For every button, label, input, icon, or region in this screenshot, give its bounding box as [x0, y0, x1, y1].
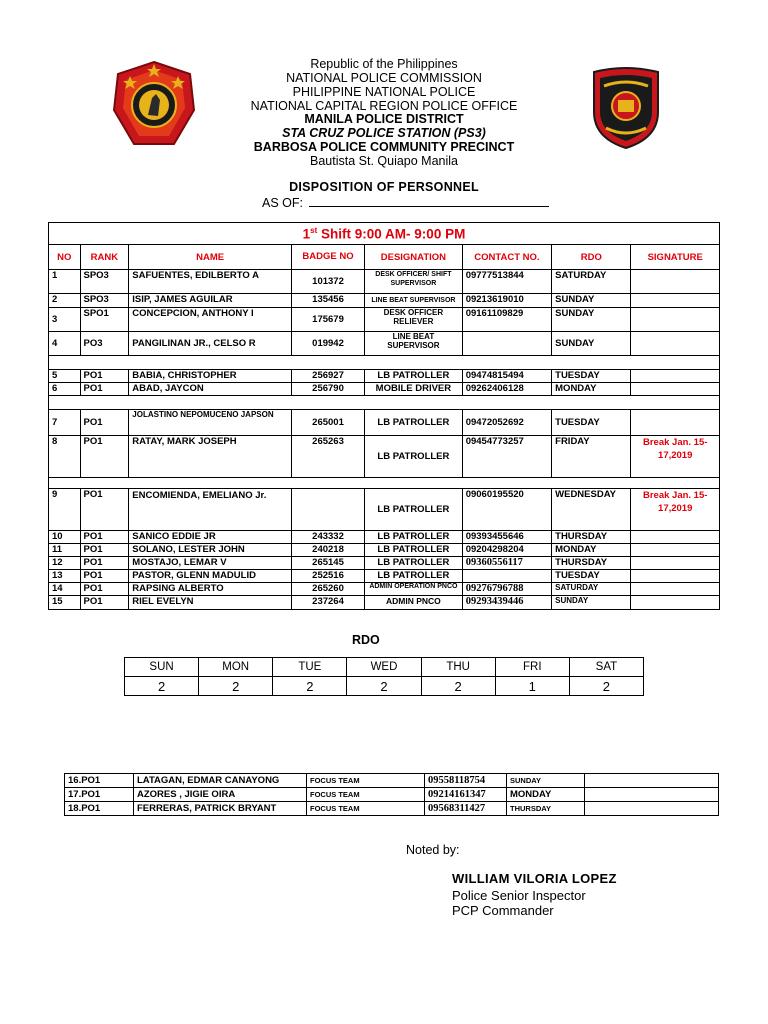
col-name: NAME	[129, 245, 292, 270]
row-no: 7	[49, 410, 81, 436]
header-republic: Republic of the Philippines	[310, 57, 458, 71]
row-rdo: THURSDAY	[552, 557, 631, 570]
row-badge: 237264	[291, 596, 364, 610]
focus-signature	[585, 802, 719, 816]
col-signature: SIGNATURE	[631, 245, 720, 270]
row-rdo: SUNDAY	[552, 332, 631, 356]
focus-designation: FOCUS TEAM	[307, 802, 425, 816]
row-signature	[631, 583, 720, 596]
row-badge: 256927	[291, 370, 364, 383]
focus-contact: 09214161347	[425, 788, 507, 802]
row-no: 1	[49, 270, 81, 294]
row-badge: 135456	[291, 294, 364, 308]
row-rank: PO1	[80, 557, 129, 570]
col-designation: DESIGNATION	[365, 245, 463, 270]
rdo-count: 2	[421, 677, 495, 696]
table-row	[49, 270, 720, 294]
col-rank: RANK	[80, 245, 129, 270]
col-no: NO	[49, 245, 81, 270]
row-rank: PO1	[80, 410, 129, 436]
row-rdo: SUNDAY	[552, 308, 631, 332]
row-no: 10	[49, 531, 81, 544]
table-row	[49, 570, 720, 583]
table-row	[49, 596, 720, 610]
header-address: Bautista St. Quiapo Manila	[310, 154, 458, 168]
as-of-field	[262, 195, 549, 210]
focus-rdo: MONDAY	[507, 788, 585, 802]
focus-row	[65, 774, 719, 788]
row-no: 5	[49, 370, 81, 383]
row-designation: LB PATROLLER	[365, 436, 463, 478]
row-rdo: TUESDAY	[552, 570, 631, 583]
row-name: PASTOR, GLENN MADULID	[129, 570, 292, 583]
row-name: RATAY, MARK JOSEPH	[129, 436, 292, 478]
focus-signature	[585, 774, 719, 788]
row-contact: 09213619010	[462, 294, 551, 308]
rdo-summary-table	[124, 657, 644, 696]
row-rank: PO1	[80, 489, 129, 531]
table-row	[49, 332, 720, 356]
focus-name: LATAGAN, EDMAR CANAYONG	[134, 774, 307, 788]
row-no: 6	[49, 383, 81, 396]
row-designation: LB PATROLLER	[365, 370, 463, 383]
focus-name: FERRERAS, PATRICK BRYANT	[134, 802, 307, 816]
row-name: SOLANO, LESTER JOHN	[129, 544, 292, 557]
as-of-blank-line	[309, 195, 549, 207]
table-row	[49, 294, 720, 308]
row-rdo: SATURDAY	[552, 583, 631, 596]
row-name: RAPSING ALBERTO	[129, 583, 292, 596]
rdo-counts-row	[125, 677, 644, 696]
table-row	[49, 370, 720, 383]
row-rdo: TUESDAY	[552, 370, 631, 383]
row-badge: 252516	[291, 570, 364, 583]
row-badge: 101372	[291, 270, 364, 294]
rdo-day: THU	[421, 658, 495, 677]
row-designation: LB PATROLLER	[365, 544, 463, 557]
row-no: 13	[49, 570, 81, 583]
focus-rdo: THURSDAY	[507, 802, 585, 816]
rdo-count: 2	[347, 677, 421, 696]
rdo-day: SUN	[125, 658, 199, 677]
document-title: DISPOSITION OF PERSONNEL	[289, 180, 479, 194]
row-rank: PO1	[80, 436, 129, 478]
row-rank: PO1	[80, 570, 129, 583]
rdo-days-row	[125, 658, 644, 677]
row-badge: 243332	[291, 531, 364, 544]
rdo-count: 2	[199, 677, 273, 696]
table-row	[49, 544, 720, 557]
row-signature	[631, 383, 720, 396]
rdo-day: MON	[199, 658, 273, 677]
row-designation: DESK OFFICER RELIEVER	[365, 308, 463, 332]
row-signature	[631, 410, 720, 436]
signatory-rank: Police Senior Inspector	[452, 888, 586, 903]
row-no: 9	[49, 489, 81, 531]
row-signature	[631, 531, 720, 544]
row-rank: SPO3	[80, 294, 129, 308]
row-no: 12	[49, 557, 81, 570]
row-contact: 09472052692	[462, 410, 551, 436]
row-name: SANICO EDDIE JR	[129, 531, 292, 544]
shift-prefix: 1	[302, 226, 311, 242]
rdo-day: SAT	[569, 658, 643, 677]
spacer-row	[49, 478, 720, 489]
shift-label: Shift 9:00 AM- 9:00 PM	[317, 226, 466, 242]
row-signature	[631, 308, 720, 332]
row-badge: 256790	[291, 383, 364, 396]
focus-no-rank: 16.PO1	[65, 774, 134, 788]
row-signature	[631, 557, 720, 570]
row-name: CONCEPCION, ANTHONY I	[129, 308, 292, 332]
focus-no-rank: 18.PO1	[65, 802, 134, 816]
row-name: ABAD, JAYCON	[129, 383, 292, 396]
row-name: SAFUENTES, EDILBERTO A	[129, 270, 292, 294]
table-row	[49, 531, 720, 544]
row-contact: 09060195520	[462, 489, 551, 531]
row-designation: ADMIN OPERATION PNCO	[365, 583, 463, 596]
row-rank: PO1	[80, 383, 129, 396]
focus-signature	[585, 788, 719, 802]
row-no: 14	[49, 583, 81, 596]
row-contact: 09161109829	[462, 308, 551, 332]
row-signature	[631, 596, 720, 610]
row-contact: 09293439446	[462, 596, 551, 610]
table-row	[49, 489, 720, 531]
row-designation: LINE BEAT SUPERVISOR	[365, 332, 463, 356]
rdo-count: 2	[569, 677, 643, 696]
header-pnp: PHILIPPINE NATIONAL POLICE	[292, 85, 476, 99]
header-ncrpo: NATIONAL CAPITAL REGION POLICE OFFICE	[250, 99, 518, 113]
spacer-row	[49, 396, 720, 410]
rdo-count: 1	[495, 677, 569, 696]
as-of-label: AS OF:	[262, 196, 303, 210]
row-signature	[631, 570, 720, 583]
row-rdo: TUESDAY	[552, 410, 631, 436]
row-signature: Break Jan. 15-17,2019	[631, 436, 720, 478]
row-badge: 265145	[291, 557, 364, 570]
row-badge: 240218	[291, 544, 364, 557]
row-signature	[631, 270, 720, 294]
table-row	[49, 410, 720, 436]
row-signature	[631, 544, 720, 557]
row-no: 3	[49, 308, 81, 332]
signatory-name: WILLIAM VILORIA LOPEZ	[452, 871, 617, 886]
row-name: PANGILINAN JR., CELSO R	[129, 332, 292, 356]
row-rdo: MONDAY	[552, 544, 631, 557]
row-rank: PO1	[80, 583, 129, 596]
spacer-row	[49, 356, 720, 370]
row-contact: 09276796788	[462, 583, 551, 596]
row-badge: 265260	[291, 583, 364, 596]
col-badge: BADGE NO	[291, 245, 364, 270]
row-no: 2	[49, 294, 81, 308]
row-contact: 09393455646	[462, 531, 551, 544]
rdo-day: WED	[347, 658, 421, 677]
header-precinct: BARBOSA POLICE COMMUNITY PRECINCT	[253, 140, 515, 154]
row-badge: 175679	[291, 308, 364, 332]
focus-designation: FOCUS TEAM	[307, 774, 425, 788]
row-designation: LB PATROLLER	[365, 489, 463, 531]
focus-row	[65, 788, 719, 802]
row-rdo: WEDNESDAY	[552, 489, 631, 531]
focus-rdo: SUNDAY	[507, 774, 585, 788]
shift-sup: st	[310, 225, 318, 235]
noted-by-label: Noted by:	[406, 843, 460, 857]
row-designation: LINE BEAT SUPERVISOR	[365, 294, 463, 308]
signatory-position: PCP Commander	[452, 903, 554, 918]
table-row	[49, 557, 720, 570]
row-signature	[631, 370, 720, 383]
focus-contact: 09558118754	[425, 774, 507, 788]
row-contact: 09777513844	[462, 270, 551, 294]
table-row	[49, 383, 720, 396]
row-no: 8	[49, 436, 81, 478]
row-name: ENCOMIENDA, EMELIANO Jr.	[129, 489, 292, 531]
row-signature	[631, 294, 720, 308]
row-rdo: FRIDAY	[552, 436, 631, 478]
header-napolcom: NATIONAL POLICE COMMISSION	[286, 71, 482, 85]
row-no: 15	[49, 596, 81, 610]
row-rank: PO1	[80, 596, 129, 610]
row-rdo: MONDAY	[552, 383, 631, 396]
row-contact: 09474815494	[462, 370, 551, 383]
focus-contact: 09568311427	[425, 802, 507, 816]
row-badge: 019942	[291, 332, 364, 356]
row-designation: LB PATROLLER	[365, 410, 463, 436]
rdo-day: FRI	[495, 658, 569, 677]
rdo-title: RDO	[352, 633, 380, 647]
row-designation: LB PATROLLER	[365, 557, 463, 570]
row-contact	[462, 570, 551, 583]
row-designation: LB PATROLLER	[365, 531, 463, 544]
row-contact	[462, 332, 551, 356]
table-row	[49, 583, 720, 596]
row-badge: 265263	[291, 436, 364, 478]
row-rdo: SUNDAY	[552, 596, 631, 610]
row-no: 4	[49, 332, 81, 356]
focus-row	[65, 802, 719, 816]
row-rdo: SUNDAY	[552, 294, 631, 308]
rdo-count: 2	[273, 677, 347, 696]
row-designation: LB PATROLLER	[365, 570, 463, 583]
row-name: BABIA, CHRISTOPHER	[129, 370, 292, 383]
focus-designation: FOCUS TEAM	[307, 788, 425, 802]
row-name: RIEL EVELYN	[129, 596, 292, 610]
row-rank: PO3	[80, 332, 129, 356]
row-rdo: THURSDAY	[552, 531, 631, 544]
manilas-finest-seal	[590, 66, 662, 150]
focus-team-table	[64, 773, 719, 816]
focus-no-rank: 17.PO1	[65, 788, 134, 802]
row-rank: SPO3	[80, 270, 129, 294]
personnel-table	[48, 222, 720, 610]
col-rdo: RDO	[552, 245, 631, 270]
row-rank: PO1	[80, 370, 129, 383]
table-row	[49, 308, 720, 332]
col-contact: CONTACT NO.	[462, 245, 551, 270]
row-badge: 265001	[291, 410, 364, 436]
row-badge	[291, 489, 364, 531]
row-contact: 09204298204	[462, 544, 551, 557]
shift-header	[49, 223, 720, 245]
header-mpd: MANILA POLICE DISTRICT	[304, 112, 464, 126]
row-rank: PO1	[80, 544, 129, 557]
row-contact: 09360556117	[462, 557, 551, 570]
row-designation: MOBILE DRIVER	[365, 383, 463, 396]
row-rank: SPO1	[80, 308, 129, 332]
row-name: ISIP, JAMES AGUILAR	[129, 294, 292, 308]
row-designation: DESK OFFICER/ SHIFT SUPERVISOR	[365, 270, 463, 294]
table-row	[49, 436, 720, 478]
row-name: JOLASTINO NEPOMUCENO JAPSON	[129, 410, 292, 436]
header-station: STA CRUZ POLICE STATION (PS3)	[282, 126, 486, 140]
row-designation: ADMIN PNCO	[365, 596, 463, 610]
row-contact: 09454773257	[462, 436, 551, 478]
rdo-count: 2	[125, 677, 199, 696]
row-signature: Break Jan. 15-17,2019	[631, 489, 720, 531]
row-rank: PO1	[80, 531, 129, 544]
column-header-row	[49, 245, 720, 270]
row-signature	[631, 332, 720, 356]
focus-name: AZORES , JIGIE OIRA	[134, 788, 307, 802]
row-no: 11	[49, 544, 81, 557]
row-rdo: SATURDAY	[552, 270, 631, 294]
rdo-day: TUE	[273, 658, 347, 677]
row-contact: 09262406128	[462, 383, 551, 396]
row-name: MOSTAJO, LEMAR V	[129, 557, 292, 570]
